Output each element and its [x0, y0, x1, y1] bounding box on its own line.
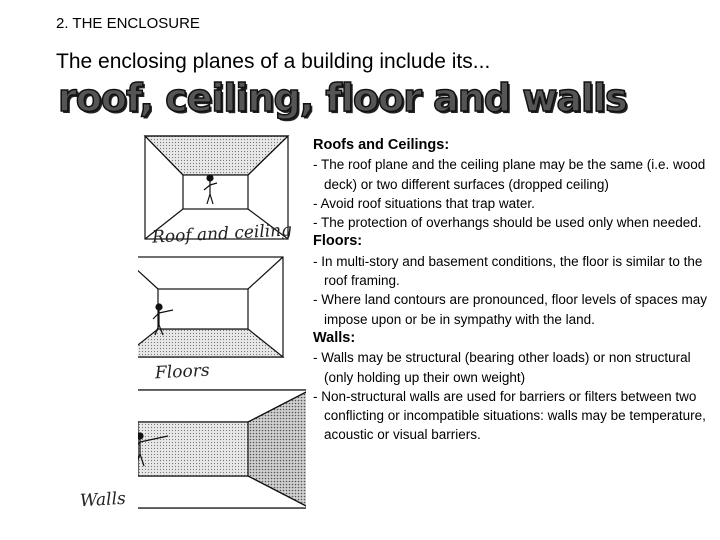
intro-text: The enclosing planes of a building include its... — [56, 50, 491, 73]
roofs-bullet-3: - The protection of overhangs should be used only when needed. — [313, 215, 702, 231]
walls-label: Walls — [79, 488, 127, 512]
roof-ceiling-label: Roof and ceiling — [151, 220, 293, 248]
floors-bullet-1: - In multi-story and basement conditions, the floor is similar to the roof framing. — [313, 253, 703, 289]
walls-title: Walls: — [313, 329, 356, 346]
floors-bullet-2: - Where land contours are pronounced, floor levels of spaces may impose upon or be in sympathy with the land. — [313, 292, 707, 327]
headline: roof, ceiling, floor and walls — [58, 76, 627, 120]
walls-sketch — [138, 390, 306, 508]
walls-bullet-2: - Non-structural walls are used for barriers or filters between two conflicting or incompatible situations: walls may be temperature, acoustic or visual barriers. — [313, 388, 706, 443]
roofs-bullet-2: - Avoid roof situations that trap water. — [313, 195, 535, 211]
floors-title: Floors: — [313, 233, 363, 250]
roofs-title: Roofs and Ceilings: — [313, 137, 450, 153]
body-text — [313, 136, 713, 445]
floors-sketch — [138, 257, 283, 357]
slide-header: 2. THE ENCLOSURE — [56, 15, 200, 32]
roofs-bullet-1: - The roof plane and the ceiling plane may be the same (i.e. wood deck) or two different surfaces (dropped ceiling) — [313, 157, 706, 192]
walls-bullet-1: - Walls may be structural (bearing other loads) or non structural (only holding up their own weight) — [313, 350, 691, 385]
enclosure-sketches — [138, 132, 306, 512]
floors-label: Floors — [154, 360, 211, 384]
